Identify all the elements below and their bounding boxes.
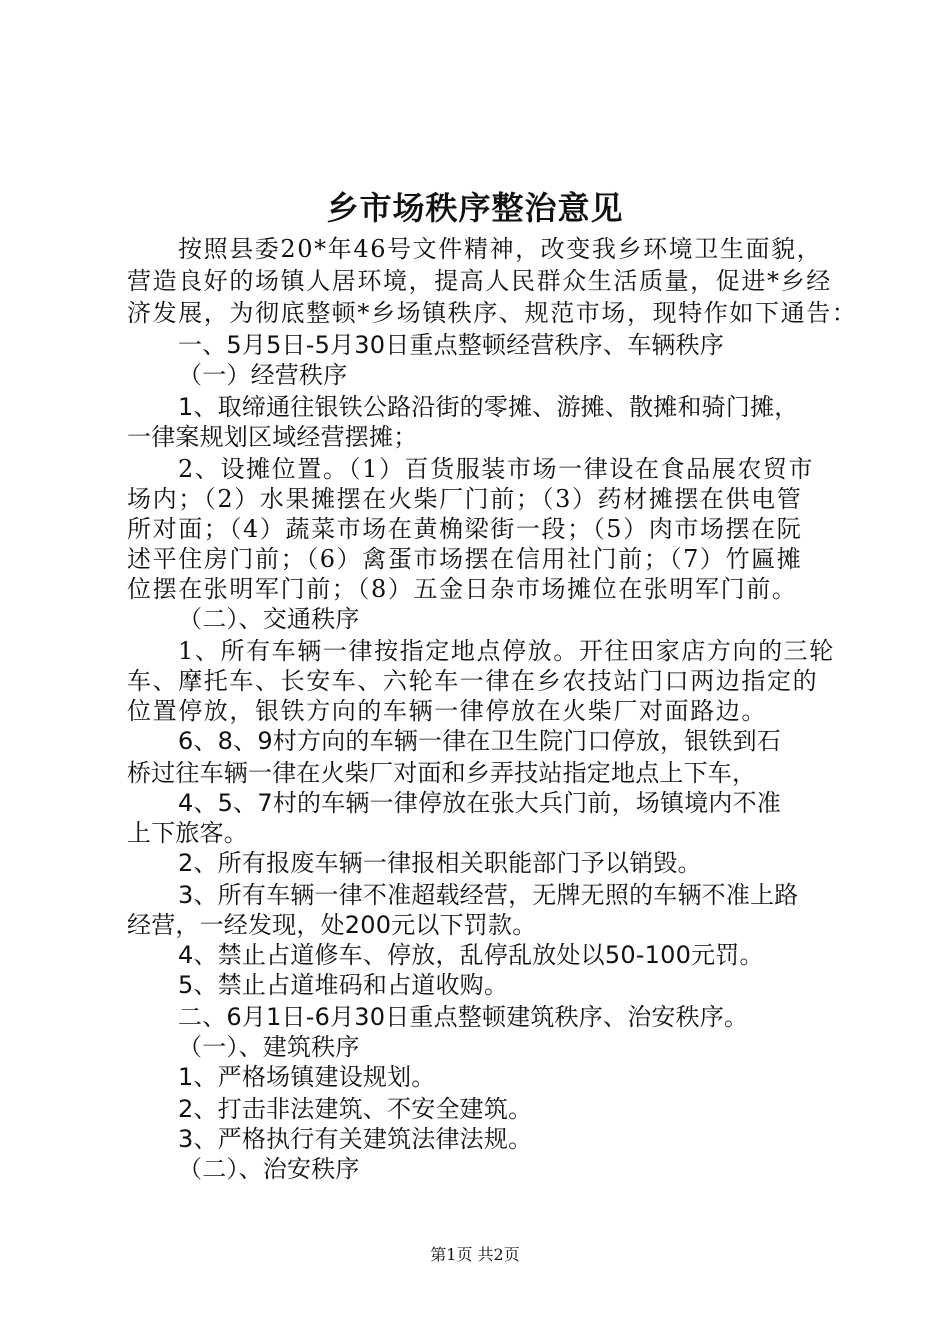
body-line: 2、设摊位置。（1）百货服装市场一律设在食品展农贸市 bbox=[178, 455, 815, 483]
body-line: 营造良好的场镇人居环境，提高人民群众生活质量，促进*乡经 bbox=[127, 267, 832, 295]
body-line: 桥过往车辆一律在火柴厂对面和乡弄技站指定地点上下车， bbox=[127, 759, 757, 787]
body-line: 车、摩托车、长安车、六轮车一律在乡农技站门口两边指定的 bbox=[127, 667, 819, 695]
body-line: 按照县委20*年46号文件精神，改变我乡环境卫生面貌， bbox=[178, 235, 823, 263]
subsection-heading: （二）、交通秩序 bbox=[178, 605, 360, 633]
body-line: 4、禁止占道修车、停放，乱停乱放处以50-100元罚。 bbox=[178, 941, 764, 969]
body-line: 场内；（2）水果摊摆在火柴厂门前；（3）药材摊摆在供电管 bbox=[127, 485, 803, 513]
body-line: 所对面；（4）蔬菜市场在黄桷梁街一段；（5）肉市场摆在阮 bbox=[127, 515, 803, 543]
body-line: 1、取缔通往银铁公路沿街的零摊、游摊、散摊和骑门摊， bbox=[178, 393, 799, 421]
subsection-heading: （二）、治安秩序 bbox=[178, 1155, 360, 1183]
body-line: 4、5、7村的车辆一律停放在张大兵门前，场镇境内不准 bbox=[178, 789, 782, 817]
body-line: 位摆在张明军门前；（8）五金日杂市场摊位在张明军门前。 bbox=[127, 575, 798, 603]
body-line: 6、8、9村方向的车辆一律在卫生院门口停放，银铁到石 bbox=[178, 727, 782, 755]
body-line: 1、严格场镇建设规划。 bbox=[178, 1063, 436, 1091]
subsection-heading: （一）、建筑秩序 bbox=[178, 1033, 360, 1061]
body-line: 5、禁止占道堆码和占道收购。 bbox=[178, 971, 509, 999]
body-line: 济发展，为彻底整顿*乡场镇秩序、规范市场，现特作如下通告： bbox=[127, 299, 858, 327]
body-line: 述平住房门前；（6）禽蛋市场摆在信用社门前；（7）竹匾摊 bbox=[127, 545, 803, 573]
body-line: 经营，一经发现，处200元以下罚款。 bbox=[127, 911, 537, 939]
subsection-heading: （一）经营秩序 bbox=[178, 361, 348, 389]
body-line: 一律案规划区域经营摆摊； bbox=[127, 423, 418, 451]
body-line: 3、严格执行有关建筑法律法规。 bbox=[178, 1125, 533, 1153]
section-heading: 一、5月5日-5月30日重点整顿经营秩序、车辆秩序 bbox=[178, 331, 725, 359]
body-line: 2、所有报废车辆一律报相关职能部门予以销毁。 bbox=[178, 849, 702, 877]
section-heading: 二、6月1日-6月30日重点整顿建筑秩序、治安秩序。 bbox=[178, 1003, 749, 1031]
body-line: 1、所有车辆一律按指定地点停放。开往田家店方向的三轮 bbox=[178, 637, 835, 665]
body-line: 2、打击非法建筑、不安全建筑。 bbox=[178, 1095, 533, 1123]
page-footer: 第1页 共2页 bbox=[430, 1245, 520, 1264]
document-title: 乡市场秩序整治意见 bbox=[326, 189, 624, 227]
body-line: 上下旅客。 bbox=[127, 819, 248, 847]
body-line: 3、所有车辆一律不准超载经营，无牌无照的车辆不准上路 bbox=[178, 881, 799, 909]
body-line: 位置停放，银铁方向的车辆一律停放在火柴厂对面路边。 bbox=[127, 697, 767, 725]
